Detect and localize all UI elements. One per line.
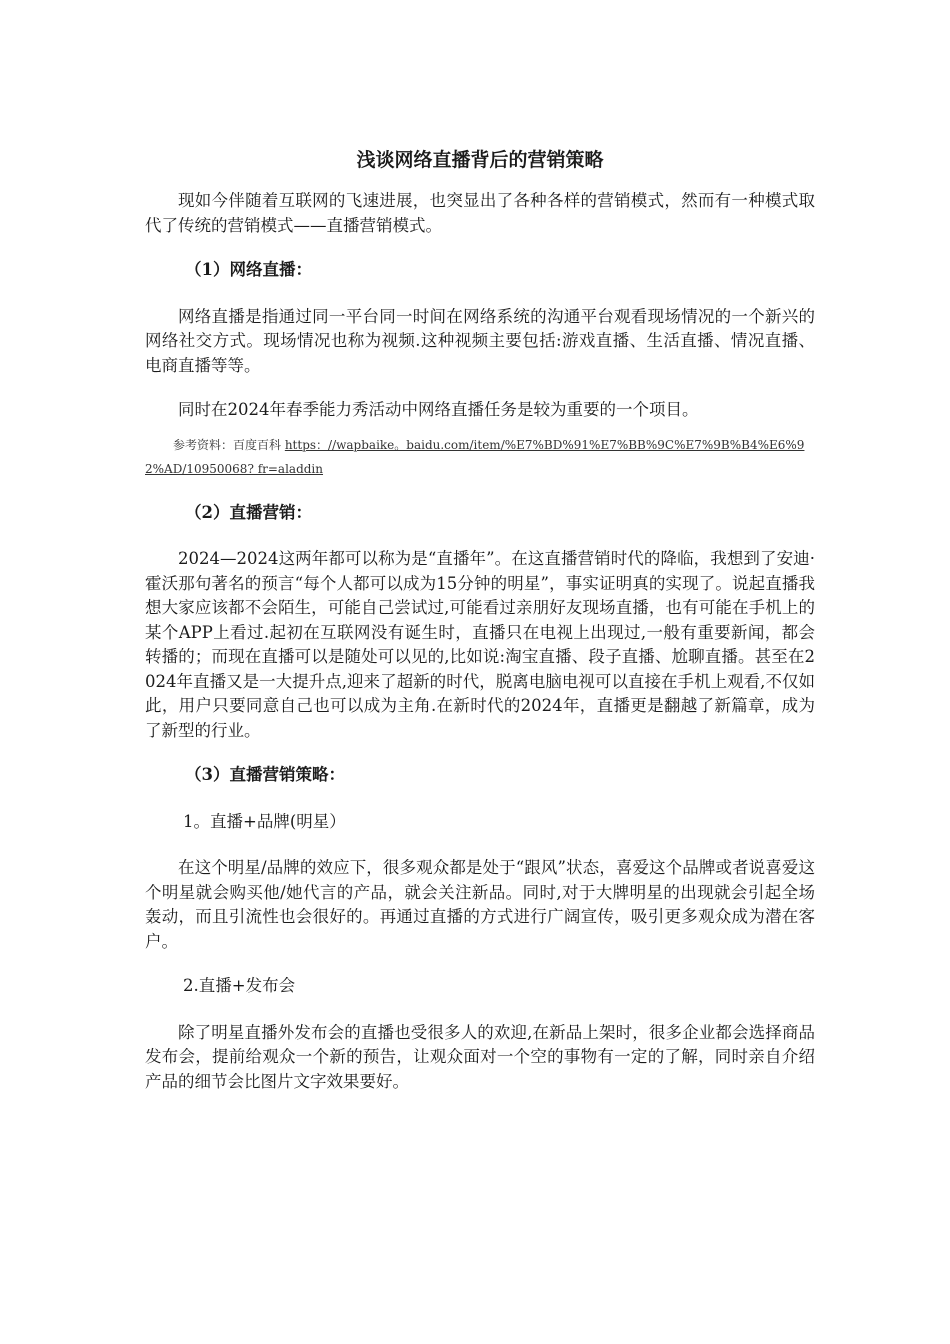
- intro-paragraph: 现如今伴随着互联网的飞速进展，也突显出了各种各样的营销模式，然而有一种模式取代了传统的营销模式——直播营销模式。: [145, 191, 815, 235]
- reference-note: [145, 433, 815, 481]
- ability-show-paragraph: 同时在2024年春季能力秀活动中网络直播任务是较为重要的一个项目。: [178, 400, 699, 419]
- live-streaming-definition-paragraph: 网络直播是指通过同一平台同一时间在网络系统的沟通平台观看现场情况的一个新兴的网络社交方式。现场情况也称为视频.这种视频主要包括:游戏直播、生活直播、情况直播、电商直播等等。: [145, 306, 815, 375]
- section-heading-live-streaming: （1）网络直播：: [185, 260, 312, 279]
- strategy-item-brand: 1。直播+品牌(明星）: [183, 811, 346, 831]
- section-heading-live-marketing: （2）直播营销：: [185, 502, 312, 522]
- reference-link[interactable]: https：//wapbaike。baidu.com/item/%E7%BD%91%E7%BB%9C%E7%9B%B4%E6%92%AD/10950068? fr=aladdin: [145, 437, 805, 476]
- strategy-item-launch-event: 2.直播+发布会: [183, 976, 296, 995]
- section-heading-marketing-strategy: （3）直播营销策略：: [185, 765, 345, 784]
- document-title: 浅谈网络直播背后的营销策略: [356, 149, 604, 171]
- strategy-brand-paragraph: 在这个明星/品牌的效应下，很多观众都是处于“跟风”状态，喜爱这个品牌或者说喜爱这个明星就会购买他/她代言的产品，就会关注新品。同时,对于大牌明星的出现就会引起全场轰动，而且引流性也会很好的。再通过直播的方式进行广阔宣传，吸引更多观众成为潜在客户。: [145, 858, 815, 951]
- document-body: [145, 145, 815, 1114]
- reference-label: 参考资料：百度百科: [173, 437, 285, 452]
- strategy-launch-event-paragraph: 除了明星直播外发布会的直播也受很多人的欢迎,在新品上架时，很多企业都会选择商品发布会，提前给观众一个新的预告，让观众面对一个空的事物有一定的了解，同时亲自介绍产品的细节会比图片文字效果要好。: [145, 1022, 815, 1091]
- live-marketing-paragraph: 2024—2024这两年都可以称为是“直播年”。在这直播营销时代的降临，我想到了安迪·霍沃那句著名的预言“每个人都可以成为15分钟的明星”，事实证明真的实现了。说起直播我想大家应该都不会陌生，可能自己尝试过,可能看过亲朋好友现场直播，也有可能在手机上的某个APP上看过.起初在互联网没有诞生时，直播只在电视上出现过,一般有重要新闻，都会转播的；而现在直播可以是随处可以见的,比如说:淘宝直播、段子直播、尬聊直播。甚至在2024年直播又是一大提升点,迎来了超新的时代，脱离电脑电视可以直接在手机上观看,不仅如此，用户只要同意自己也可以成为主角.在新时代的2024年，直播更是翻越了新篇章，成为了新型的行业。: [145, 549, 815, 740]
